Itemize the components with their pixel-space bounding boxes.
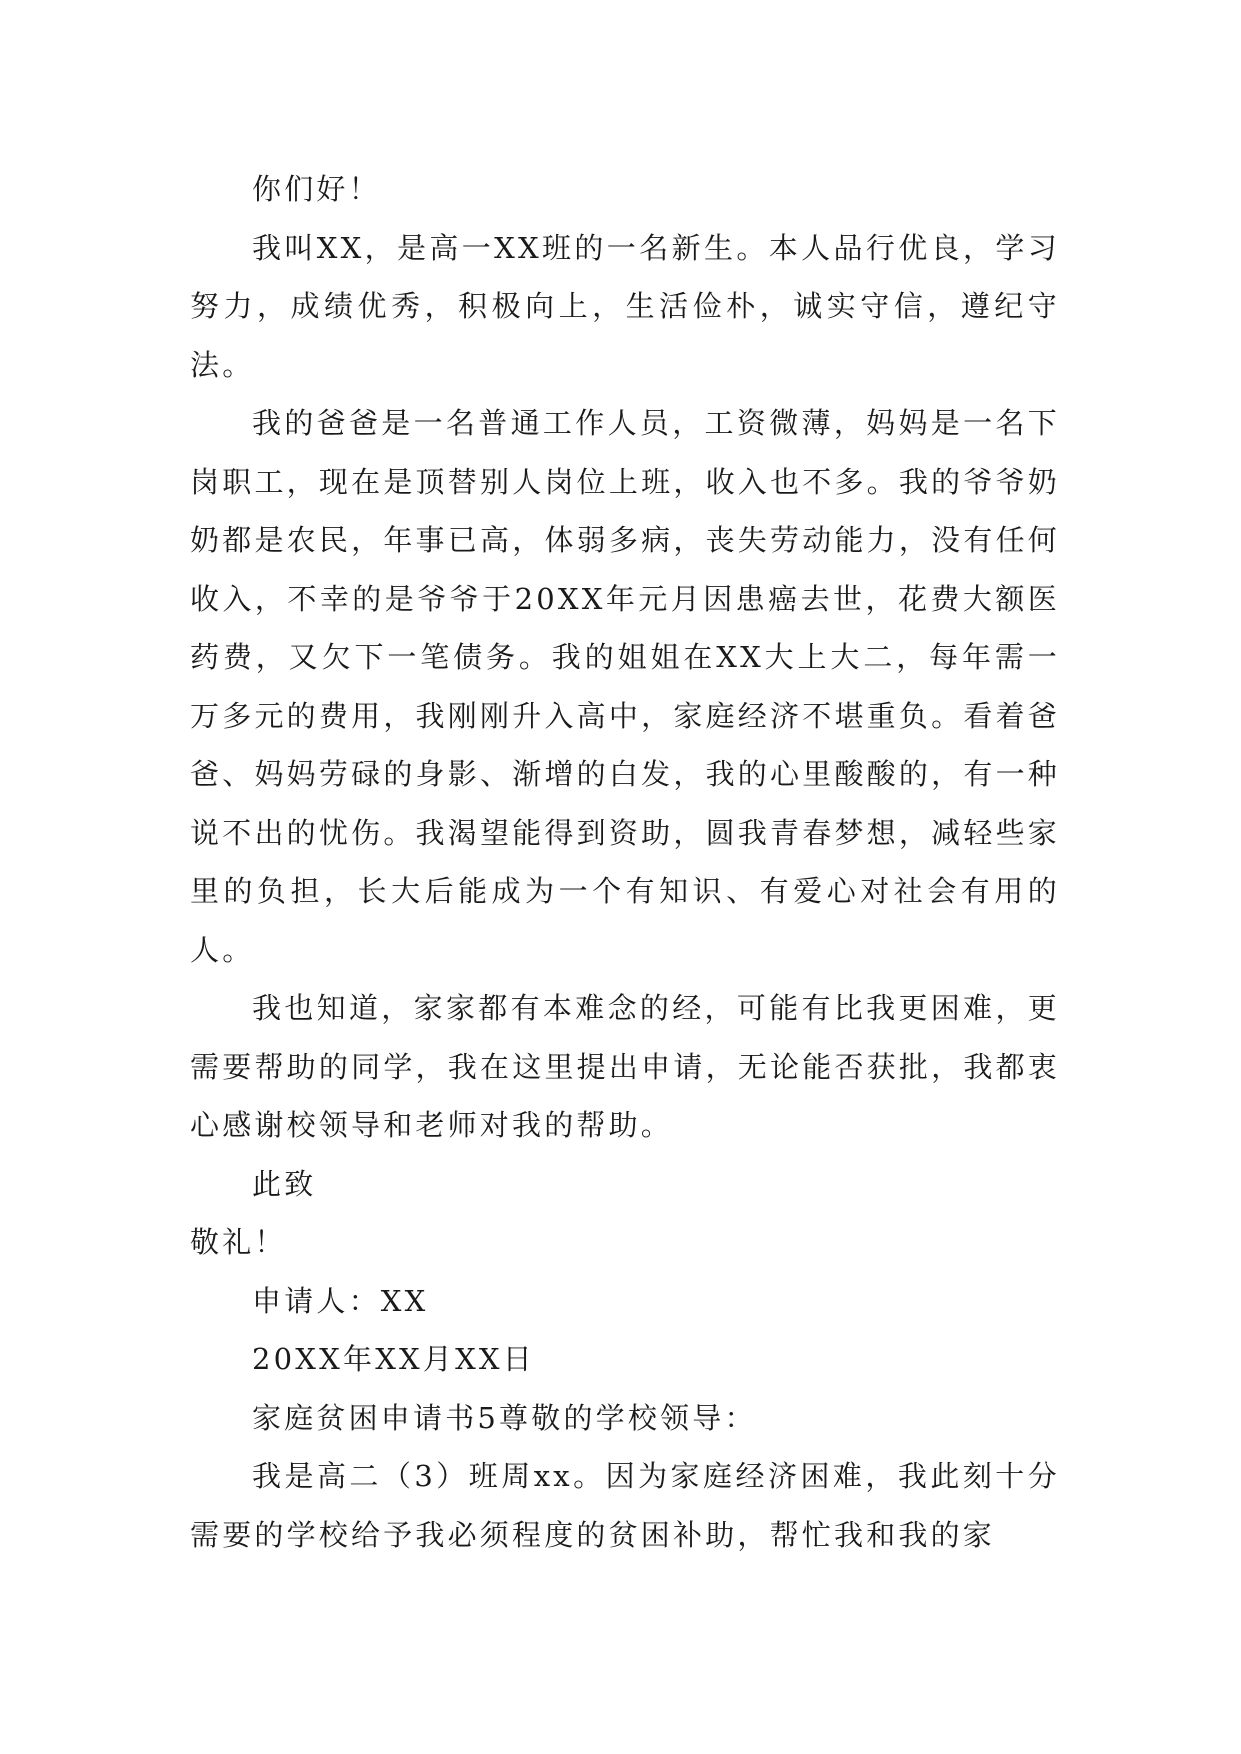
letter-body (190, 160, 1060, 1564)
paragraph-family: 我的爸爸是一名普通工作人员，工资微薄，妈妈是一名下岗职工，现在是顶替别人岗位上班，收入也不多。我的爷爷奶奶都是农民，年事已高，体弱多病，丧失劳动能力，没有任何收入，不幸的是爷爷于20XX年元月因患癌去世，花费大额医药费，又欠下一笔债务。我的姐姐在XX大上大二，每年需一万多元的费用，我刚刚升入高中，家庭经济不堪重负。看着爸爸、妈妈劳碌的身影、渐增的白发，我的心里酸酸的，有一种说不出的忧伤。我渴望能得到资助，圆我青春梦想，减轻些家里的负担，长大后能成为一个有知识、有爱心对社会有用的人。 (190, 406, 1060, 967)
paragraph-intro: 我叫XX，是高一XX班的一名新生。本人品行优良，学习努力，成绩优秀，积极向上，生活俭朴，诚实守信，遵纪守法。 (190, 230, 1060, 382)
next-letter-title: 家庭贫困申请书5尊敬的学校领导： (252, 1400, 757, 1435)
next-letter-paragraph: 我是高二（3）班周xx。因为家庭经济困难，我此刻十分需要的学校给予我必须程度的贫困补助，帮忙我和我的家 (190, 1459, 1060, 1552)
greeting-line: 你们好！ (252, 172, 381, 206)
closing-jing-li: 敬礼！ (190, 1225, 287, 1259)
date-line: 20XX年XX月XX日 (252, 1342, 535, 1376)
applicant-line: 申请人：XX (252, 1283, 429, 1318)
paragraph-thanks: 我也知道，家家都有本难念的经，可能有比我更困难，更需要帮助的同学，我在这里提出申请，无论能否获批，我都衷心感谢校领导和老师对我的帮助。 (190, 991, 1060, 1142)
closing-ci-zhi: 此致 (252, 1166, 317, 1201)
